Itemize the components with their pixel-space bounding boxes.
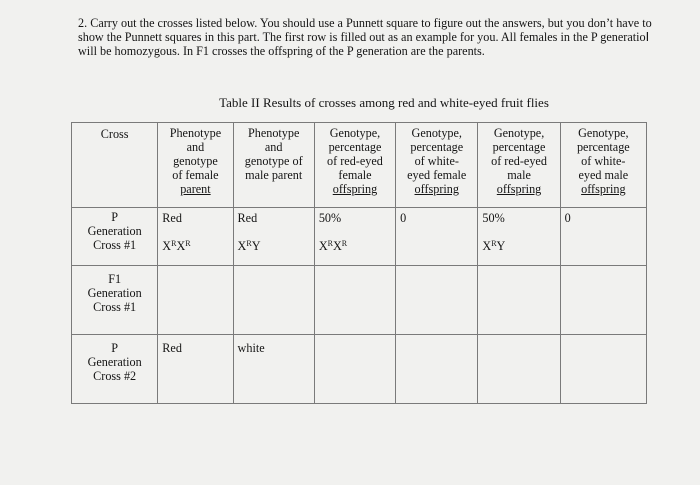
- header-red-eyed-female: Genotype, percentage of red-eyed female offspring: [314, 123, 395, 208]
- female-phenotype: Red: [162, 211, 182, 225]
- male-phenotype: white: [237, 341, 265, 355]
- red-female-genotype: $X^RX^R$: [318, 239, 348, 253]
- red-male-offspring-cell[interactable]: [478, 208, 560, 266]
- table-caption: Table II Results of crosses among red and white-eyed fruit flies: [219, 95, 549, 110]
- red-female-offspring-cell[interactable]: [314, 208, 395, 266]
- red-male-genotype: $X^RY$: [482, 239, 506, 253]
- female-parent-cell[interactable]: [158, 335, 233, 404]
- white-female-percent: 0: [400, 211, 407, 225]
- white-female-offspring-cell[interactable]: [396, 335, 478, 404]
- male-parent-cell[interactable]: [233, 266, 314, 335]
- red-male-offspring-cell[interactable]: [478, 266, 560, 335]
- male-parent-cell[interactable]: [233, 208, 314, 266]
- instructions-text-start: 2. Carry out the crosses listed below. You should use a Punnett square to figure out the answers, but you don’t have to show the Punnett squares in this part. The first row is filled out as an example for you. All females in the P generatio: [78, 16, 652, 44]
- cross-label-cell: F1 Generation Cross #1: [72, 266, 158, 335]
- table-row-p-cross-2: [72, 335, 647, 404]
- white-female-offspring-cell[interactable]: [396, 208, 478, 266]
- female-parent-cell[interactable]: [158, 266, 233, 335]
- male-genotype: $X^RY$: [237, 239, 261, 253]
- red-male-percent: 50%: [482, 211, 505, 225]
- instructions-text-end: will be homozygous. In F1 crosses the offspring of the P generation are the parents.: [78, 44, 485, 58]
- female-genotype: $X^RX^R$: [162, 239, 191, 253]
- header-row: [72, 123, 647, 208]
- white-male-offspring-cell[interactable]: [560, 208, 646, 266]
- cross-label-cell: P Generation Cross #2: [72, 335, 158, 404]
- white-male-percent: 0: [564, 211, 571, 225]
- results-table: [71, 122, 647, 404]
- red-male-offspring-cell[interactable]: [478, 335, 560, 404]
- female-parent-cell[interactable]: [158, 208, 233, 266]
- white-male-offspring-cell[interactable]: [560, 266, 646, 335]
- red-female-offspring-cell[interactable]: [314, 335, 395, 404]
- cross-label-cell: P Generation Cross #1: [72, 208, 158, 266]
- header-red-eyed-male: Genotype, percentage of red-eyed male offspring: [478, 123, 560, 208]
- red-female-percent: 50%: [318, 211, 342, 225]
- instructions-paragraph: [78, 16, 663, 58]
- table-row-p-cross-1: [72, 208, 647, 266]
- female-phenotype: Red: [162, 341, 182, 355]
- header-white-eyed-male: Genotype, percentage of white- eyed male offspring: [560, 123, 646, 208]
- white-male-offspring-cell[interactable]: [560, 335, 646, 404]
- male-phenotype: Red: [237, 211, 258, 225]
- white-female-offspring-cell[interactable]: [396, 266, 478, 335]
- header-cross: Cross: [72, 123, 158, 208]
- table-row-f1-cross-1: [72, 266, 647, 335]
- male-parent-cell[interactable]: [233, 335, 314, 404]
- header-white-eyed-female: Genotype, percentage of white- eyed female offspring: [396, 123, 478, 208]
- header-female-parent: Phenotype and genotype of female parent: [158, 123, 233, 208]
- header-male-parent: Phenotype and genotype of male parent: [233, 123, 314, 208]
- red-female-offspring-cell[interactable]: [314, 266, 395, 335]
- text-cursor-icon: Ⅰ: [645, 30, 650, 44]
